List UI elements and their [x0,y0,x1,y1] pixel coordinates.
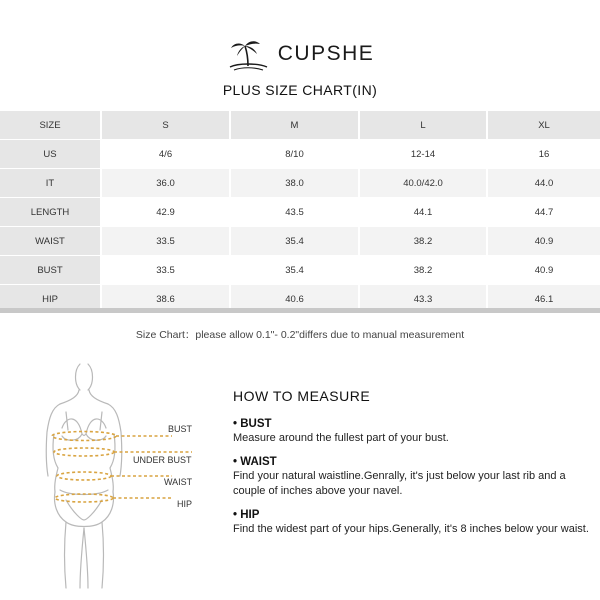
table-cell: 43.5 [230,198,359,227]
table-header-row [0,111,600,140]
table-cell: 33.5 [101,227,230,256]
table-cell: 46.1 [487,285,600,314]
table-cell: 38.6 [101,285,230,314]
how-to-measure-section [233,388,593,547]
chart-title: PLUS SIZE CHART(IN) [222,82,378,98]
table-cell: 4/6 [101,140,230,169]
measure-description: Find the widest part of your hips.Generally, it's 8 inches below your waist. [233,523,589,535]
table-cell: 38.0 [230,169,359,198]
brand-name: CUPSHE [277,42,375,65]
column-header: XL [487,111,600,140]
table-cell: 33.5 [101,256,230,285]
size-chart-table [0,110,600,313]
palm-tree-island-icon [226,37,270,71]
hip-label: HIP [177,499,193,509]
table-row [0,140,600,169]
body-measure-figure [22,352,212,592]
row-label: US [0,140,101,169]
measurement-note: Size Chart：please allow 0.1"- 0.2"differs due to manual measurement [135,329,465,341]
how-to-title: HOW TO MEASURE [233,388,371,404]
table-cell: 38.2 [359,256,487,285]
bust-label: BUST [168,424,193,434]
row-label: WAIST [0,227,101,256]
measure-heading: • BUST [233,418,272,430]
table-cell: 16 [487,140,600,169]
under-bust-label: UNDER BUST [133,455,192,465]
table-cell: 43.3 [359,285,487,314]
row-label: BUST [0,256,101,285]
table-cell: 8/10 [230,140,359,169]
table-cell: 35.4 [230,256,359,285]
measure-item-bust [233,418,593,446]
row-label: HIP [0,285,101,314]
column-header: M [230,111,359,140]
table-row [0,256,600,285]
measure-description: Measure around the fullest part of your bust. [233,432,449,444]
table-cell: 44.0 [487,169,600,198]
measure-heading: • WAIST [233,456,277,468]
divider-band [0,308,600,313]
column-header: SIZE [0,111,101,140]
measure-description: Find your natural waistline.Genrally, it's just below your last rib and a couple of inches above your navel. [233,470,566,497]
measure-heading: • HIP [233,509,260,521]
table-cell: 40.9 [487,227,600,256]
table-cell: 36.0 [101,169,230,198]
column-header: S [101,111,230,140]
table-cell: 12-14 [359,140,487,169]
brand-header [0,36,600,72]
table-cell: 44.1 [359,198,487,227]
table-cell: 38.2 [359,227,487,256]
table-cell: 44.7 [487,198,600,227]
table-cell: 40.6 [230,285,359,314]
table-cell: 42.9 [101,198,230,227]
row-label: IT [0,169,101,198]
waist-label: WAIST [164,477,193,487]
column-header: L [359,111,487,140]
measure-item-waist [233,456,593,499]
body-outline-illustration [22,352,212,592]
table-cell: 40.9 [487,256,600,285]
table-row [0,169,600,198]
row-label: LENGTH [0,198,101,227]
table-cell: 35.4 [230,227,359,256]
table-row [0,227,600,256]
table-cell: 40.0/42.0 [359,169,487,198]
table-row [0,198,600,227]
measure-item-hip [233,509,593,537]
